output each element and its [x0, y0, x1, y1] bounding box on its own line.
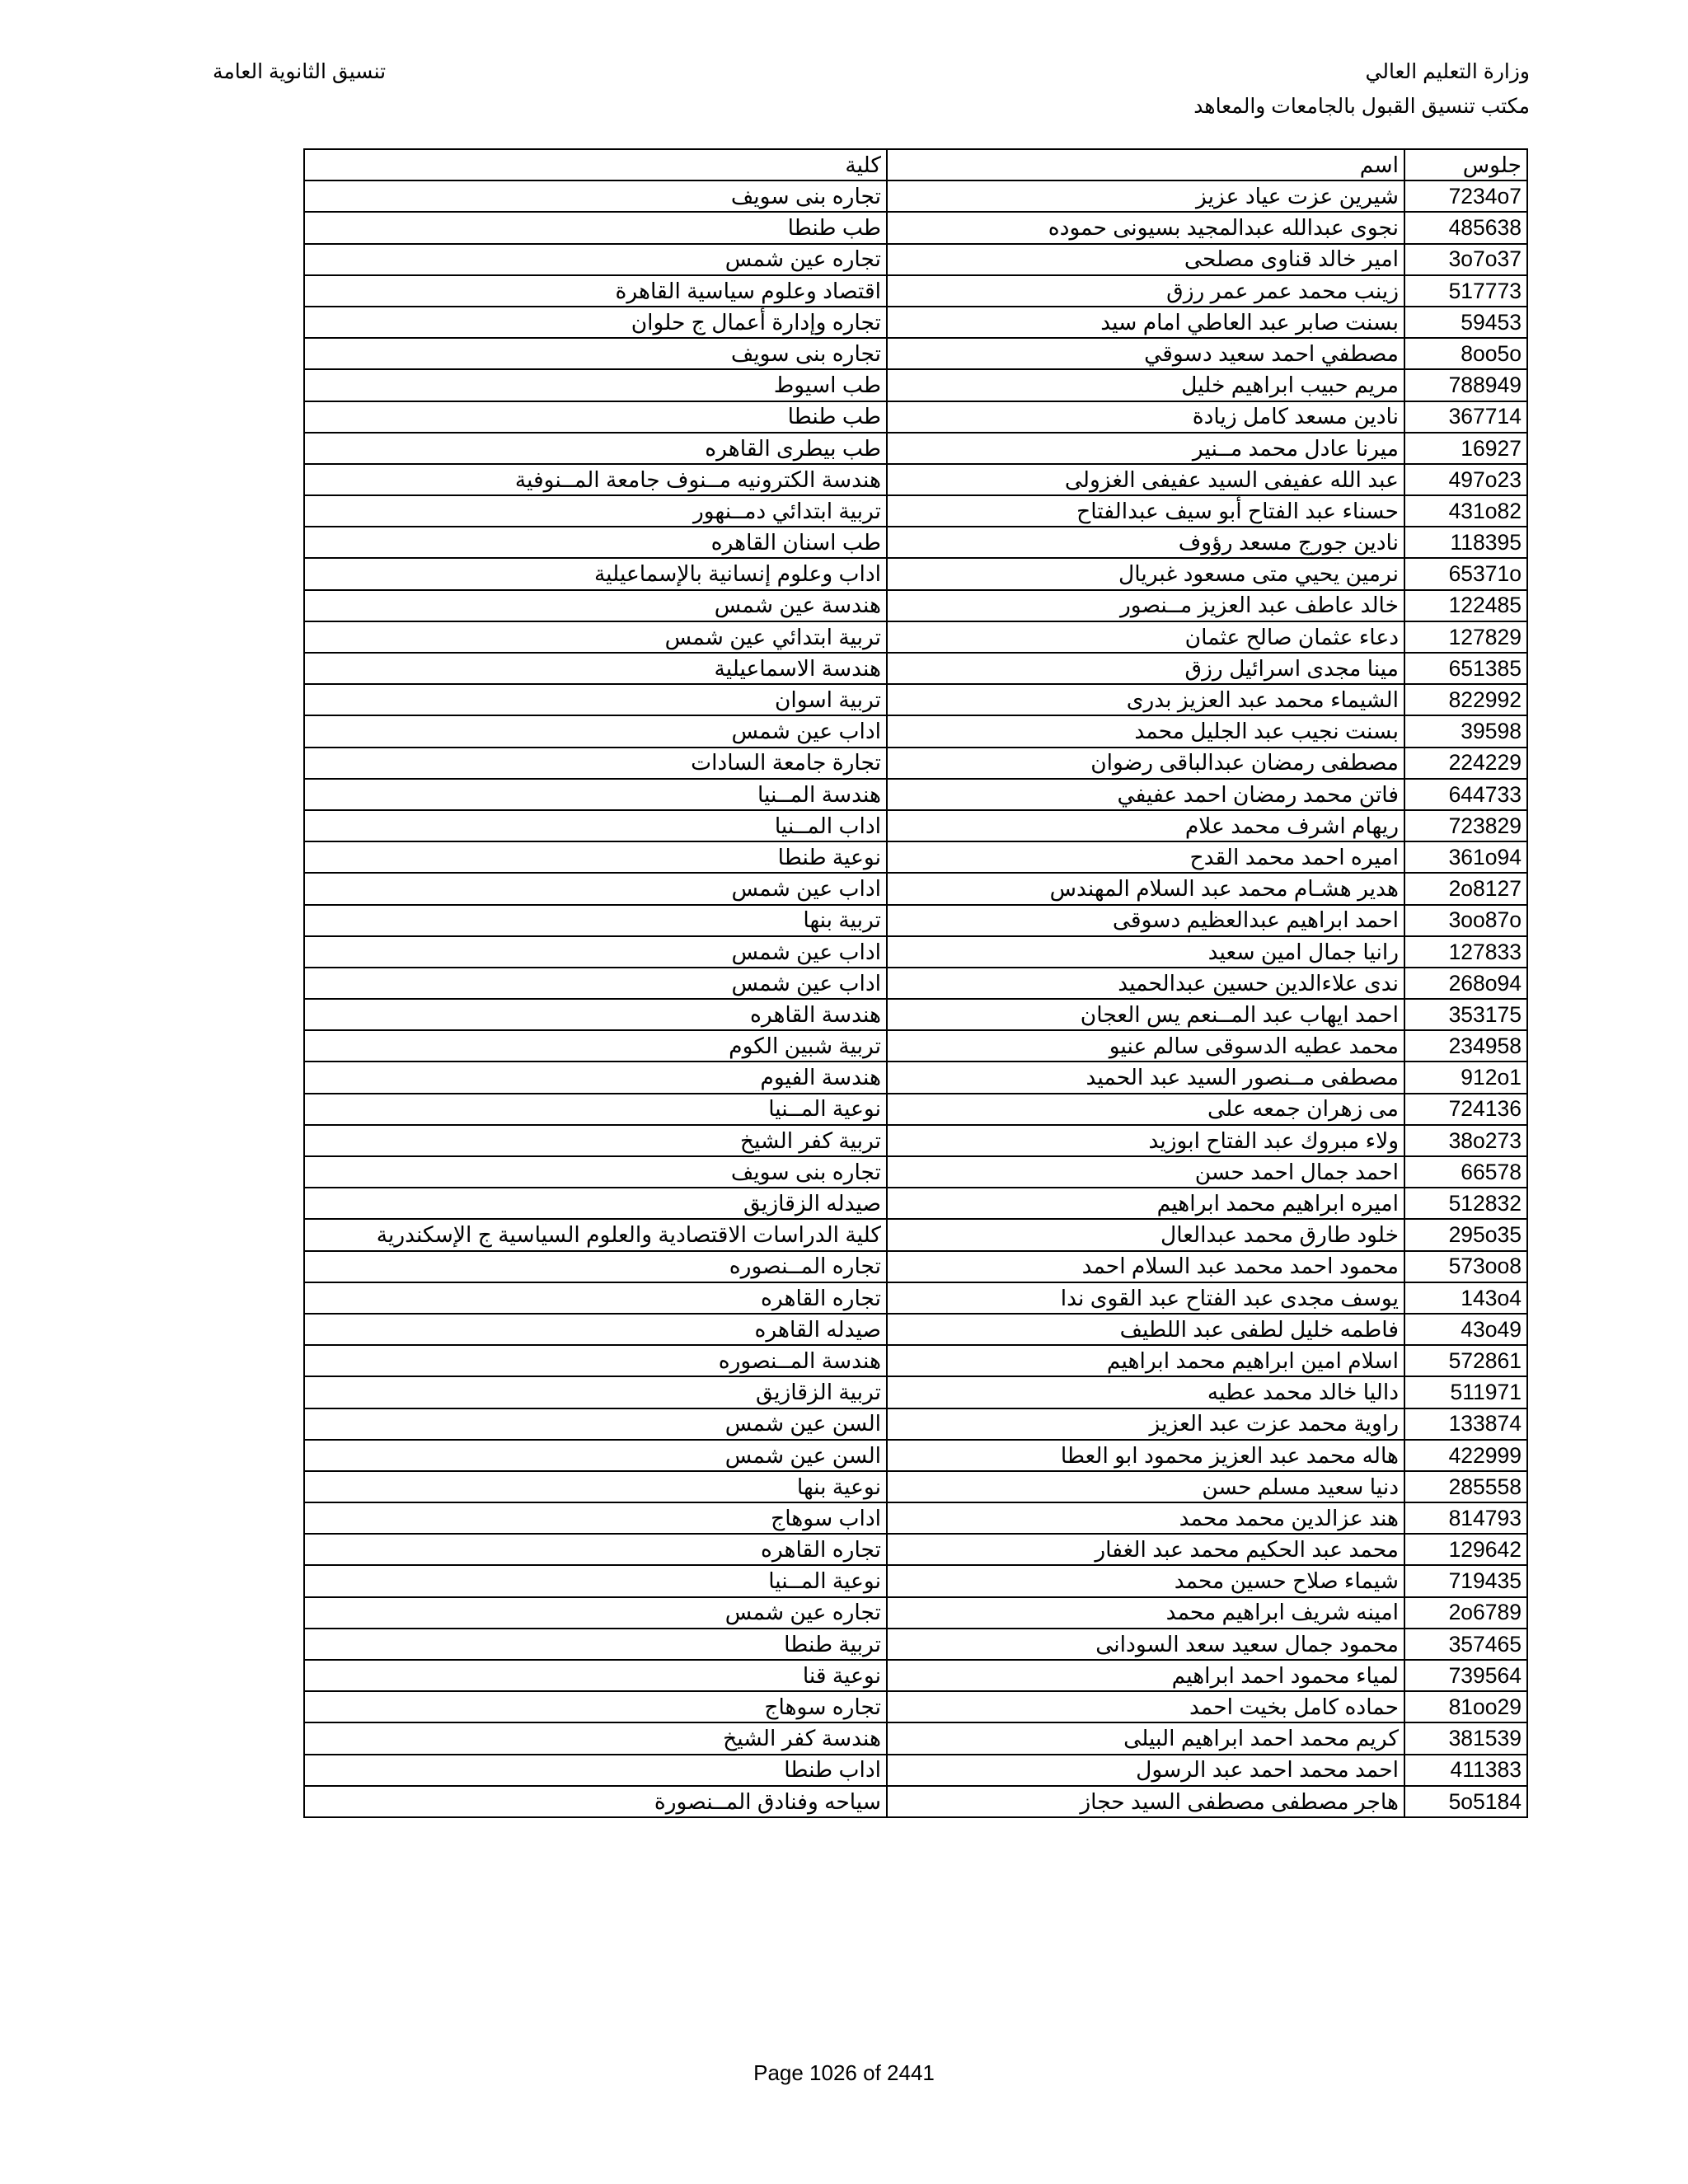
- seat-cell: 8oo5o: [1404, 338, 1527, 369]
- faculty-cell: نوعية طنطا: [304, 841, 887, 873]
- name-cell: الشيماء محمد عبد العزيز بدرى: [887, 684, 1404, 715]
- table-row: [304, 1030, 1527, 1062]
- faculty-cell: اقتصاد وعلوم سياسية القاهرة: [304, 275, 887, 307]
- table-row: [304, 1408, 1527, 1440]
- table-row: [304, 873, 1527, 904]
- seat-cell: 118395: [1404, 527, 1527, 558]
- faculty-cell: نوعية بنها: [304, 1471, 887, 1502]
- name-cell: اميره احمد محمد القدح: [887, 841, 1404, 873]
- name-cell: فاطمه خليل لطفى عبد اللطيف: [887, 1314, 1404, 1345]
- name-cell: مينا مجدى اسرائيل رزق: [887, 653, 1404, 684]
- faculty-cell: كلية الدراسات الاقتصادية والعلوم السياسية ج الإسكندرية: [304, 1219, 887, 1250]
- seat-cell: 573oo8: [1404, 1251, 1527, 1282]
- table-row: [304, 1156, 1527, 1188]
- seat-cell: 822992: [1404, 684, 1527, 715]
- name-cell: نرمين يحيي متى مسعود غبريال: [887, 558, 1404, 589]
- table-row: [304, 1282, 1527, 1314]
- table-row: [304, 558, 1527, 589]
- faculty-cell: اداب المــنيا: [304, 810, 887, 841]
- faculty-cell: تجاره بنى سويف: [304, 338, 887, 369]
- table-row: [304, 1471, 1527, 1502]
- table-row: [304, 1565, 1527, 1596]
- name-cell: زينب محمد عمر عمر رزق: [887, 275, 1404, 307]
- name-cell: خالد عاطف عبد العزيز مــنصور: [887, 590, 1404, 621]
- table-row: [304, 1376, 1527, 1408]
- seat-cell: 16927: [1404, 433, 1527, 464]
- table-row: [304, 810, 1527, 841]
- table-row: [304, 275, 1527, 307]
- name-cell: عبد الله عفيفى السيد عفيفى الغزولى: [887, 464, 1404, 495]
- table-row: [304, 1251, 1527, 1282]
- faculty-cell: طب طنطا: [304, 212, 887, 243]
- name-cell: رانيا جمال امين سعيد: [887, 936, 1404, 968]
- seat-cell: 912o1: [1404, 1062, 1527, 1093]
- faculty-cell: هندسة الاسماعيلية: [304, 653, 887, 684]
- seat-cell: 517773: [1404, 275, 1527, 307]
- table-row: [304, 401, 1527, 433]
- table-row: [304, 1314, 1527, 1345]
- seat-cell: 381539: [1404, 1722, 1527, 1754]
- table-row: [304, 464, 1527, 495]
- faculty-cell: تربية بنها: [304, 905, 887, 936]
- seat-cell: 295o35: [1404, 1219, 1527, 1250]
- name-cell: هند عزالدين محمد محمد: [887, 1502, 1404, 1534]
- faculty-cell: تربية ابتدائي دمــنهور: [304, 495, 887, 527]
- faculty-cell: تجارة جامعة السادات: [304, 748, 887, 779]
- seat-cell: 143o4: [1404, 1282, 1527, 1314]
- seat-cell: 3o7o37: [1404, 244, 1527, 275]
- table-row: [304, 1345, 1527, 1376]
- name-cell: بسنت نجيب عبد الجليل محمد: [887, 715, 1404, 747]
- faculty-cell: اداب عين شمس: [304, 968, 887, 999]
- faculty-cell: طب اسيوط: [304, 369, 887, 401]
- seat-cell: 572861: [1404, 1345, 1527, 1376]
- faculty-cell: طب طنطا: [304, 401, 887, 433]
- column-header-faculty: كلية: [304, 149, 887, 180]
- faculty-cell: هندسة المــنصوره: [304, 1345, 887, 1376]
- seat-cell: 422999: [1404, 1440, 1527, 1471]
- seat-cell: 814793: [1404, 1502, 1527, 1534]
- faculty-cell: هندسة الفيوم: [304, 1062, 887, 1093]
- table-row: [304, 1534, 1527, 1565]
- table-row: [304, 1440, 1527, 1471]
- name-cell: حماده كامل بخيت احمد: [887, 1691, 1404, 1722]
- faculty-cell: تربية اسوان: [304, 684, 887, 715]
- seat-cell: 723829: [1404, 810, 1527, 841]
- name-cell: داليا خالد محمد عطيه: [887, 1376, 1404, 1408]
- seat-cell: 361o94: [1404, 841, 1527, 873]
- name-cell: اسلام امين ابراهيم محمد ابراهيم: [887, 1345, 1404, 1376]
- name-cell: اميره ابراهيم محمد ابراهيم: [887, 1188, 1404, 1219]
- table-row: [304, 1125, 1527, 1156]
- seat-cell: 367714: [1404, 401, 1527, 433]
- faculty-cell: تجاره عين شمس: [304, 244, 887, 275]
- faculty-cell: تجاره وإدارة أعمال ج حلوان: [304, 307, 887, 338]
- office-name: مكتب تنسيق القبول بالجامعات والمعاهد: [1193, 95, 1530, 118]
- name-cell: هاجر مصطفى مصطفى السيد حجاز: [887, 1786, 1404, 1817]
- seat-cell: 59453: [1404, 307, 1527, 338]
- seat-cell: 497o23: [1404, 464, 1527, 495]
- table-row: [304, 433, 1527, 464]
- seat-cell: 268o94: [1404, 968, 1527, 999]
- faculty-cell: تربية الزقازيق: [304, 1376, 887, 1408]
- table-row: [304, 590, 1527, 621]
- seat-cell: 485638: [1404, 212, 1527, 243]
- faculty-cell: اداب سوهاج: [304, 1502, 887, 1534]
- name-cell: خلود طارق محمد عبدالعال: [887, 1219, 1404, 1250]
- faculty-cell: اداب وعلوم إنسانية بالإسماعيلية: [304, 558, 887, 589]
- name-cell: مى زهران جمعه على: [887, 1094, 1404, 1125]
- name-cell: حسناء عبد الفتاح أبو سيف عبدالفتاح: [887, 495, 1404, 527]
- table-row: [304, 180, 1527, 212]
- name-cell: هاله محمد عبد العزيز محمود ابو العطا: [887, 1440, 1404, 1471]
- table-row: [304, 1691, 1527, 1722]
- faculty-cell: نوعية قنا: [304, 1660, 887, 1691]
- table-row: [304, 841, 1527, 873]
- name-cell: يوسف مجدى عبد الفتاح عبد القوى ندا: [887, 1282, 1404, 1314]
- faculty-cell: هندسة كفر الشيخ: [304, 1722, 887, 1754]
- name-cell: شيرين عزت عياد عزيز: [887, 180, 1404, 212]
- table-row: [304, 684, 1527, 715]
- seat-cell: 719435: [1404, 1565, 1527, 1596]
- table-row: [304, 936, 1527, 968]
- faculty-cell: تربية شبين الكوم: [304, 1030, 887, 1062]
- faculty-cell: تجاره سوهاج: [304, 1691, 887, 1722]
- name-cell: احمد ابراهيم عبدالعظيم دسوقى: [887, 905, 1404, 936]
- seat-cell: 7234o7: [1404, 180, 1527, 212]
- results-table-body: [304, 149, 1527, 1817]
- seat-cell: 81oo29: [1404, 1691, 1527, 1722]
- seat-cell: 2o8127: [1404, 873, 1527, 904]
- faculty-cell: اداب عين شمس: [304, 873, 887, 904]
- seat-cell: 5o5184: [1404, 1786, 1527, 1817]
- column-header-name: اسم: [887, 149, 1404, 180]
- table-row: [304, 968, 1527, 999]
- table-row: [304, 999, 1527, 1030]
- name-cell: نادين جورج مسعد رؤوف: [887, 527, 1404, 558]
- name-cell: محمد عبد الحكيم محمد عبد الغفار: [887, 1534, 1404, 1565]
- name-cell: امينه شريف ابراهيم محمد: [887, 1597, 1404, 1629]
- table-row: [304, 653, 1527, 684]
- table-row: [304, 905, 1527, 936]
- faculty-cell: طب اسنان القاهره: [304, 527, 887, 558]
- name-cell: مريم حبيب ابراهيم خليل: [887, 369, 1404, 401]
- table-row: [304, 748, 1527, 779]
- name-cell: دعاء عثمان صالح عثمان: [887, 621, 1404, 653]
- seat-cell: 357465: [1404, 1629, 1527, 1660]
- table-row: [304, 338, 1527, 369]
- table-row: [304, 1062, 1527, 1093]
- name-cell: ندى علاءالدين حسين عبدالحميد: [887, 968, 1404, 999]
- table-row: [304, 244, 1527, 275]
- table-row: [304, 1597, 1527, 1629]
- table-row: [304, 1502, 1527, 1534]
- seat-cell: 285558: [1404, 1471, 1527, 1502]
- name-cell: نجوى عبدالله عبدالمجيد بسيونى حموده: [887, 212, 1404, 243]
- faculty-cell: اداب طنطا: [304, 1755, 887, 1786]
- seat-cell: 38o273: [1404, 1125, 1527, 1156]
- name-cell: هدير هشـام محمد عبد السلام المهندس: [887, 873, 1404, 904]
- name-cell: فاتن محمد رمضان احمد عفيفي: [887, 779, 1404, 810]
- results-table: [303, 148, 1528, 1818]
- table-row: [304, 212, 1527, 243]
- name-cell: امير خالد قناوى مصلحى: [887, 244, 1404, 275]
- faculty-cell: هندسة القاهره: [304, 999, 887, 1030]
- name-cell: احمد جمال احمد حسن: [887, 1156, 1404, 1188]
- table-row: [304, 495, 1527, 527]
- faculty-cell: سياحه وفنادق المــنصورة: [304, 1786, 887, 1817]
- faculty-cell: السن عين شمس: [304, 1408, 887, 1440]
- seat-cell: 3oo87o: [1404, 905, 1527, 936]
- faculty-cell: هندسة عين شمس: [304, 590, 887, 621]
- seat-cell: 65371o: [1404, 558, 1527, 589]
- name-cell: دنيا سعيد مسلم حسن: [887, 1471, 1404, 1502]
- table-row: [304, 527, 1527, 558]
- seat-cell: 122485: [1404, 590, 1527, 621]
- name-cell: ريهام اشرف محمد علام: [887, 810, 1404, 841]
- seat-cell: 724136: [1404, 1094, 1527, 1125]
- seat-cell: 2o6789: [1404, 1597, 1527, 1629]
- seat-cell: 66578: [1404, 1156, 1527, 1188]
- seat-cell: 129642: [1404, 1534, 1527, 1565]
- faculty-cell: نوعية المــنيا: [304, 1094, 887, 1125]
- name-cell: محمود احمد محمد عبد السلام احمد: [887, 1251, 1404, 1282]
- faculty-cell: تجاره المــنصوره: [304, 1251, 887, 1282]
- table-row: [304, 621, 1527, 653]
- name-cell: محمود جمال سعيد سعد السودانى: [887, 1629, 1404, 1660]
- seat-cell: 43o49: [1404, 1314, 1527, 1345]
- faculty-cell: طب بيطرى القاهره: [304, 433, 887, 464]
- seat-cell: 512832: [1404, 1188, 1527, 1219]
- seat-cell: 127829: [1404, 621, 1527, 653]
- seat-cell: 133874: [1404, 1408, 1527, 1440]
- seat-cell: 739564: [1404, 1660, 1527, 1691]
- table-row: [304, 1786, 1527, 1817]
- name-cell: بسنت صابر عبد العاطي امام سيد: [887, 307, 1404, 338]
- name-cell: احمد محمد احمد عبد الرسول: [887, 1755, 1404, 1786]
- faculty-cell: هندسة المــنيا: [304, 779, 887, 810]
- table-row: [304, 1629, 1527, 1660]
- faculty-cell: تربية ابتدائي عين شمس: [304, 621, 887, 653]
- faculty-cell: صيدله الزقازيق: [304, 1188, 887, 1219]
- faculty-cell: تجاره القاهره: [304, 1534, 887, 1565]
- faculty-cell: اداب عين شمس: [304, 715, 887, 747]
- name-cell: ميرنا عادل محمد مــنير: [887, 433, 1404, 464]
- seat-cell: 127833: [1404, 936, 1527, 968]
- table-row: [304, 1722, 1527, 1754]
- faculty-cell: تجاره بنى سويف: [304, 180, 887, 212]
- name-cell: محمد عطيه الدسوقى سالم عنيو: [887, 1030, 1404, 1062]
- table-row: [304, 1219, 1527, 1250]
- name-cell: ولاء مبروك عبد الفتاح ابوزيد: [887, 1125, 1404, 1156]
- table-row: [304, 1094, 1527, 1125]
- name-cell: كريم محمد احمد ابراهيم البيلى: [887, 1722, 1404, 1754]
- seat-cell: 511971: [1404, 1376, 1527, 1408]
- faculty-cell: تجاره عين شمس: [304, 1597, 887, 1629]
- table-row: [304, 369, 1527, 401]
- seat-cell: 788949: [1404, 369, 1527, 401]
- faculty-cell: تربية طنطا: [304, 1629, 887, 1660]
- seat-cell: 411383: [1404, 1755, 1527, 1786]
- faculty-cell: صيدله القاهره: [304, 1314, 887, 1345]
- faculty-cell: اداب عين شمس: [304, 936, 887, 968]
- seat-cell: 234958: [1404, 1030, 1527, 1062]
- table-row: [304, 307, 1527, 338]
- seat-cell: 224229: [1404, 748, 1527, 779]
- name-cell: مصطفي احمد سعيد دسوقي: [887, 338, 1404, 369]
- faculty-cell: نوعية المــنيا: [304, 1565, 887, 1596]
- faculty-cell: تجاره القاهره: [304, 1282, 887, 1314]
- name-cell: مصطفى رمضان عبدالباقى رضوان: [887, 748, 1404, 779]
- table-row: [304, 1188, 1527, 1219]
- ministry-name: وزارة التعليم العالي: [1365, 60, 1530, 83]
- name-cell: شيماء صلاح حسين محمد: [887, 1565, 1404, 1596]
- page-number: Page 1026 of 2441: [753, 2060, 935, 2085]
- faculty-cell: تجاره بنى سويف: [304, 1156, 887, 1188]
- table-row: [304, 1660, 1527, 1691]
- name-cell: نادين مسعد كامل زيادة: [887, 401, 1404, 433]
- seat-cell: 644733: [1404, 779, 1527, 810]
- table-header-row: [304, 149, 1527, 180]
- faculty-cell: تربية كفر الشيخ: [304, 1125, 887, 1156]
- table-row: [304, 715, 1527, 747]
- faculty-cell: السن عين شمس: [304, 1440, 887, 1471]
- column-header-seat: جلوس: [1404, 149, 1527, 180]
- faculty-cell: هندسة الكترونيه مــنوف جامعة المــنوفية: [304, 464, 887, 495]
- name-cell: راوية محمد عزت عبد العزيز: [887, 1408, 1404, 1440]
- seat-cell: 651385: [1404, 653, 1527, 684]
- seat-cell: 353175: [1404, 999, 1527, 1030]
- seat-cell: 39598: [1404, 715, 1527, 747]
- table-row: [304, 1755, 1527, 1786]
- table-row: [304, 779, 1527, 810]
- name-cell: لمياء محمود احمد ابراهيم: [887, 1660, 1404, 1691]
- seat-cell: 431o82: [1404, 495, 1527, 527]
- name-cell: احمد ايهاب عبد المــنعم يس العجان: [887, 999, 1404, 1030]
- name-cell: مصطفى مــنصور السيد عبد الحميد: [887, 1062, 1404, 1093]
- document-title: تنسيق الثانوية العامة: [213, 60, 387, 83]
